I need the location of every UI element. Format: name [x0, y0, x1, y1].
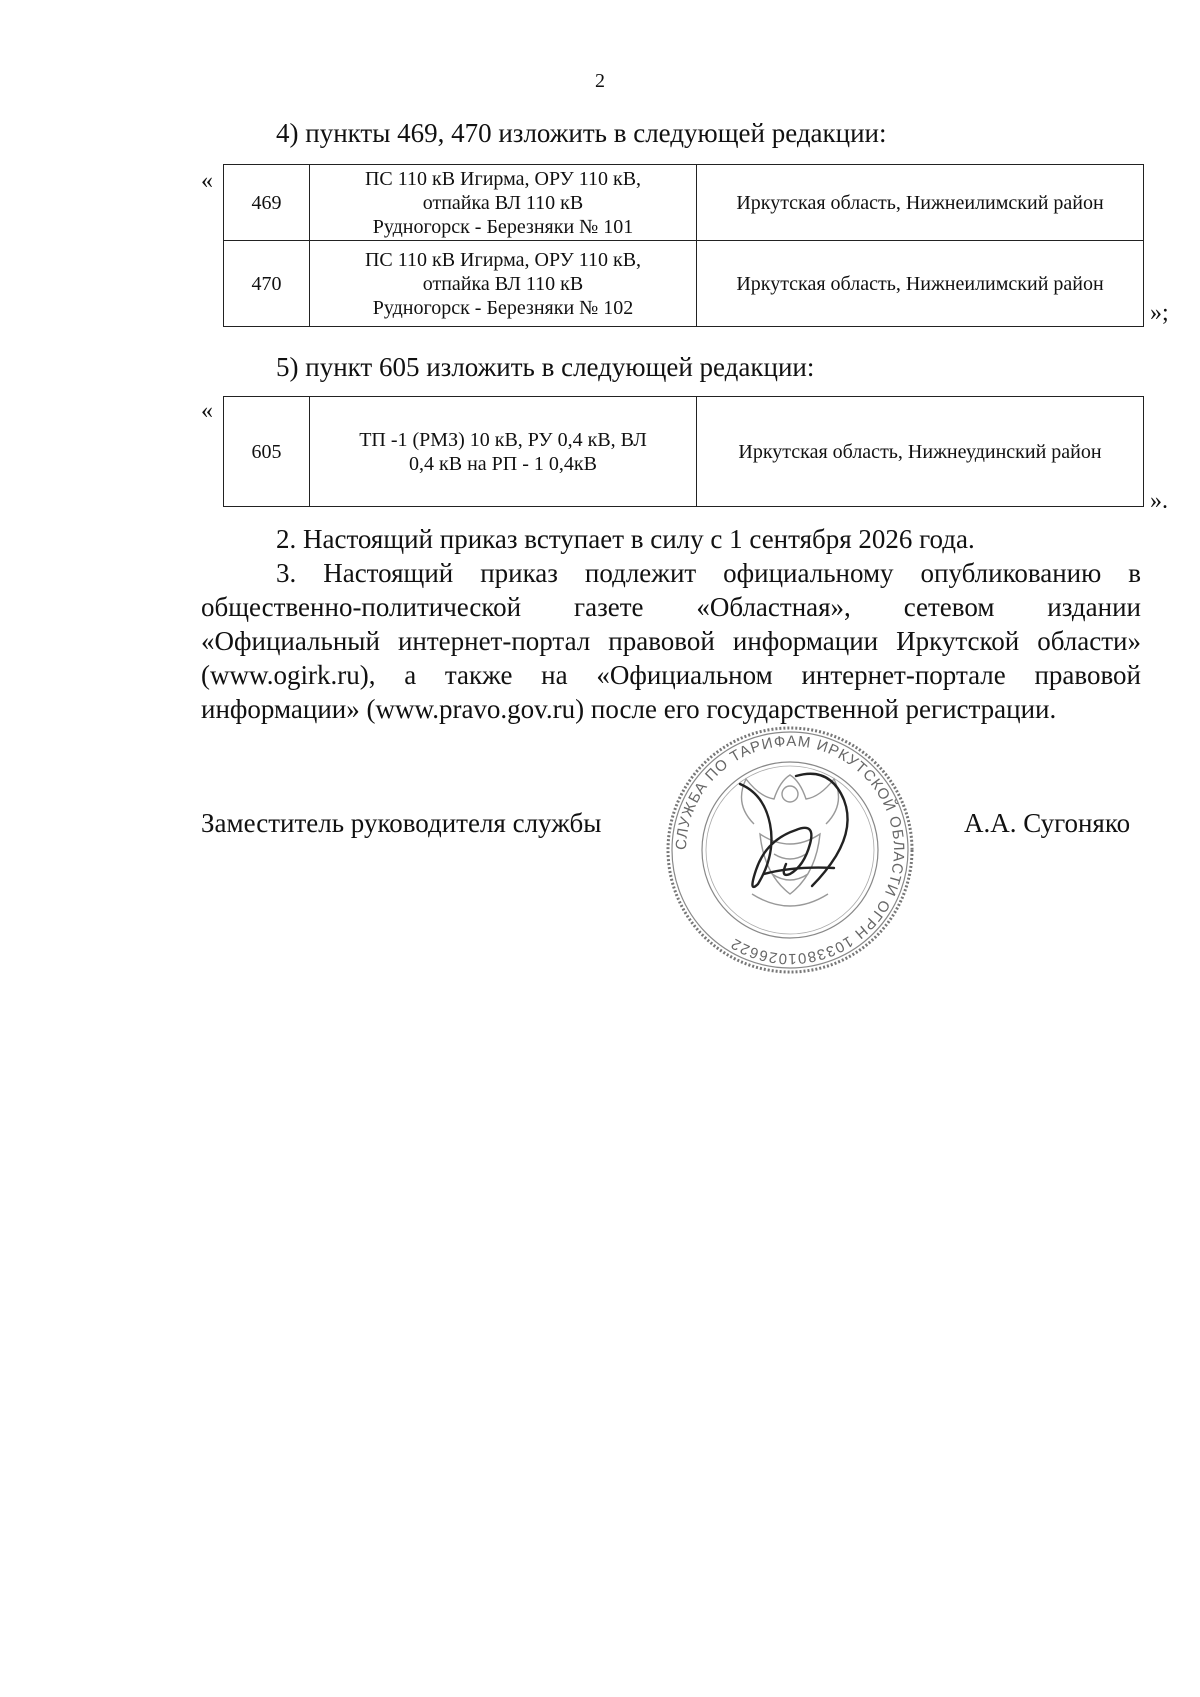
object-name	[310, 241, 697, 327]
close-quote: ».	[1150, 488, 1168, 514]
location: Иркутская область, Нижнеилимский район	[697, 165, 1144, 241]
page-number: 2	[595, 70, 605, 92]
table-row	[224, 397, 1144, 507]
row-number: 469	[224, 165, 310, 241]
seal-text: СЛУЖБА ПО ТАРИФАМ ИРКУТСКОЙ ОБЛАСТИ ОГРН 1033801026622	[672, 732, 908, 968]
close-quote: »;	[1150, 300, 1169, 326]
object-line: Рудногорск - Березняки № 101	[372, 215, 634, 238]
object-line: ПС 110 кВ Игирма, ОРУ 110 кВ,	[364, 248, 642, 271]
object-line: 0,4 кВ на РП - 1 0,4кВ	[409, 452, 597, 475]
paragraph-line: общественно-политической газете «Областная», сетевом издании	[201, 592, 1141, 622]
table-row	[224, 165, 1144, 241]
signatory-position: Заместитель руководителя службы	[201, 808, 602, 838]
table-row	[224, 241, 1144, 327]
paragraph-line: «Официальный интернет-портал правовой информации Иркутской области»	[201, 626, 1141, 656]
open-quote: «	[201, 168, 213, 194]
open-quote: «	[201, 398, 213, 424]
object-line: отпайка ВЛ 110 кВ	[422, 191, 584, 214]
item-5-intro: 5) пункт 605 изложить в следующей редакции:	[276, 352, 815, 382]
paragraph-3	[201, 556, 1141, 726]
object-line: ТП -1 (РМЗ) 10 кВ, РУ 0,4 кВ, ВЛ	[359, 428, 647, 451]
paragraph-line: 3. Настоящий приказ подлежит официальному опубликованию в	[276, 558, 1141, 588]
item-5-table	[223, 396, 1144, 507]
object-name	[310, 165, 697, 241]
signatory-name: А.А. Сугоняко	[964, 808, 1131, 838]
object-line: Рудногорск - Березняки № 102	[372, 296, 634, 319]
paragraph-line: (www.ogirk.ru), а также на «Официальном интернет-портале правовой	[201, 660, 1141, 690]
row-number: 605	[224, 397, 310, 507]
paragraph-2: 2. Настоящий приказ вступает в силу с 1 сентября 2026 года.	[276, 524, 975, 554]
location: Иркутская область, Нижнеудинский район	[697, 397, 1144, 507]
official-seal	[664, 724, 916, 976]
svg-text:СЛУЖБА ПО ТАРИФАМ ИРКУТСКОЙ ОБ	[673, 733, 907, 967]
item-4-intro: 4) пункты 469, 470 изложить в следующей редакции:	[276, 118, 887, 148]
paragraph-line: информации» (www.pravo.gov.ru) после его государственной регистрации.	[201, 694, 1057, 724]
row-number: 470	[224, 241, 310, 327]
object-name	[310, 397, 697, 507]
object-line: ПС 110 кВ Игирма, ОРУ 110 кВ,	[364, 167, 642, 190]
location: Иркутская область, Нижнеилимский район	[697, 241, 1144, 327]
object-line: отпайка ВЛ 110 кВ	[422, 272, 584, 295]
item-4-table	[223, 164, 1144, 327]
